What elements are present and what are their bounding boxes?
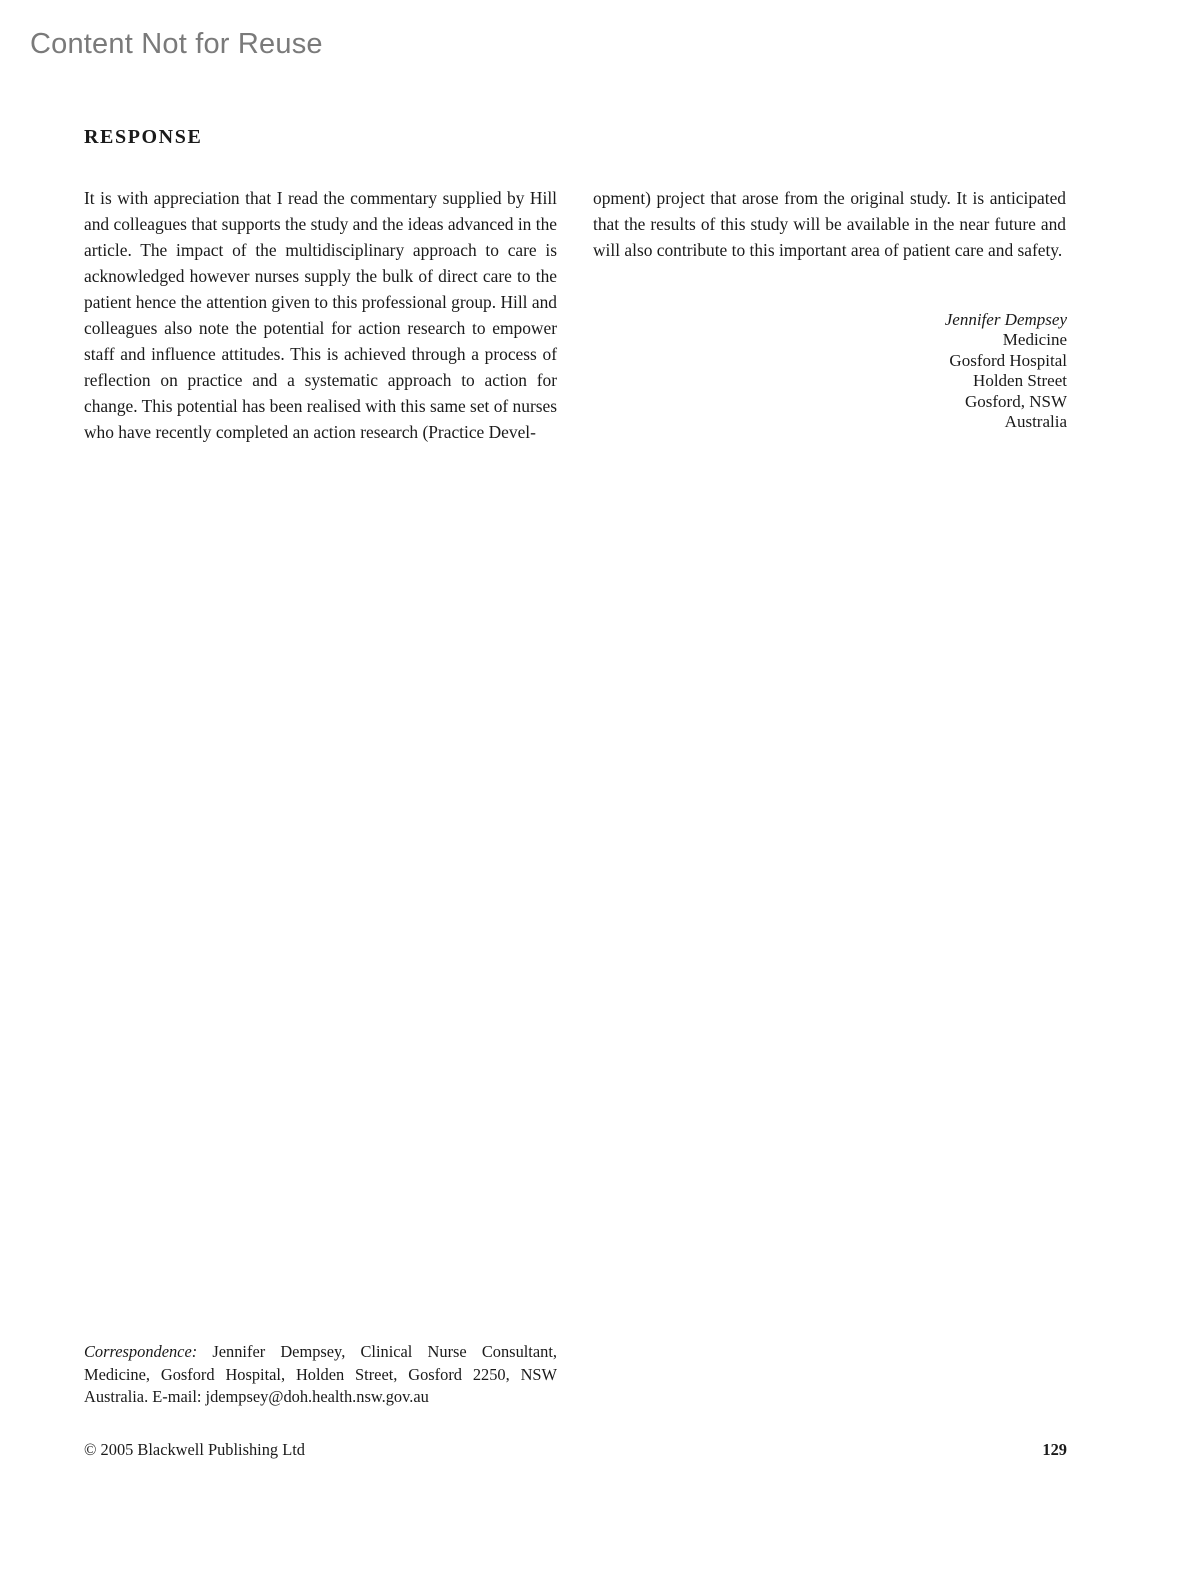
body-column-right: opment) project that arose from the original study. It is anticipated that the results of this study will be available in the near future and will also contribute to this important area of patient care and safety.: [593, 188, 1066, 260]
author-city: Gosford, NSW: [965, 391, 1067, 411]
correspondence-text: Jennifer Dempsey, Clinical Nurse Consultant, Medicine, Gosford Hospital, Holden Street, Gosford 2250, NSW Australia. E-mail: jdempsey@doh.health.nsw.gov.au: [84, 1342, 557, 1406]
author-hospital: Gosford Hospital: [949, 350, 1067, 370]
copyright-notice: © 2005 Blackwell Publishing Ltd: [84, 1440, 305, 1459]
author-country: Australia: [1004, 412, 1067, 432]
body-column-left: It is with appreciation that I read the commentary supplied by Hill and colleagues that supports the study and the ideas advanced in the article. The impact of the multidisciplinary approach to care is acknowledged however nurses supply the bulk of direct care to the patient hence the attention given to this professional group. Hill and colleagues also note the potential for action research to empower staff and influence attitudes. This is achieved through a process of reflection on practice and a systematic approach to action for change. This potential has been realised with this same set of nurses who have recently completed an action research (Practice Devel-: [84, 188, 557, 442]
page-number: 129: [1042, 1440, 1067, 1459]
author-department: Medicine: [1002, 330, 1067, 350]
correspondence-label: Correspondence:: [84, 1342, 198, 1361]
watermark: Content Not for Reuse: [30, 28, 323, 60]
section-heading: RESPONSE: [84, 126, 203, 148]
author-signature: [945, 310, 1067, 432]
author-street: Holden Street: [973, 371, 1067, 391]
correspondence-note: [84, 1341, 557, 1409]
author-name: Jennifer Dempsey: [944, 310, 1067, 329]
